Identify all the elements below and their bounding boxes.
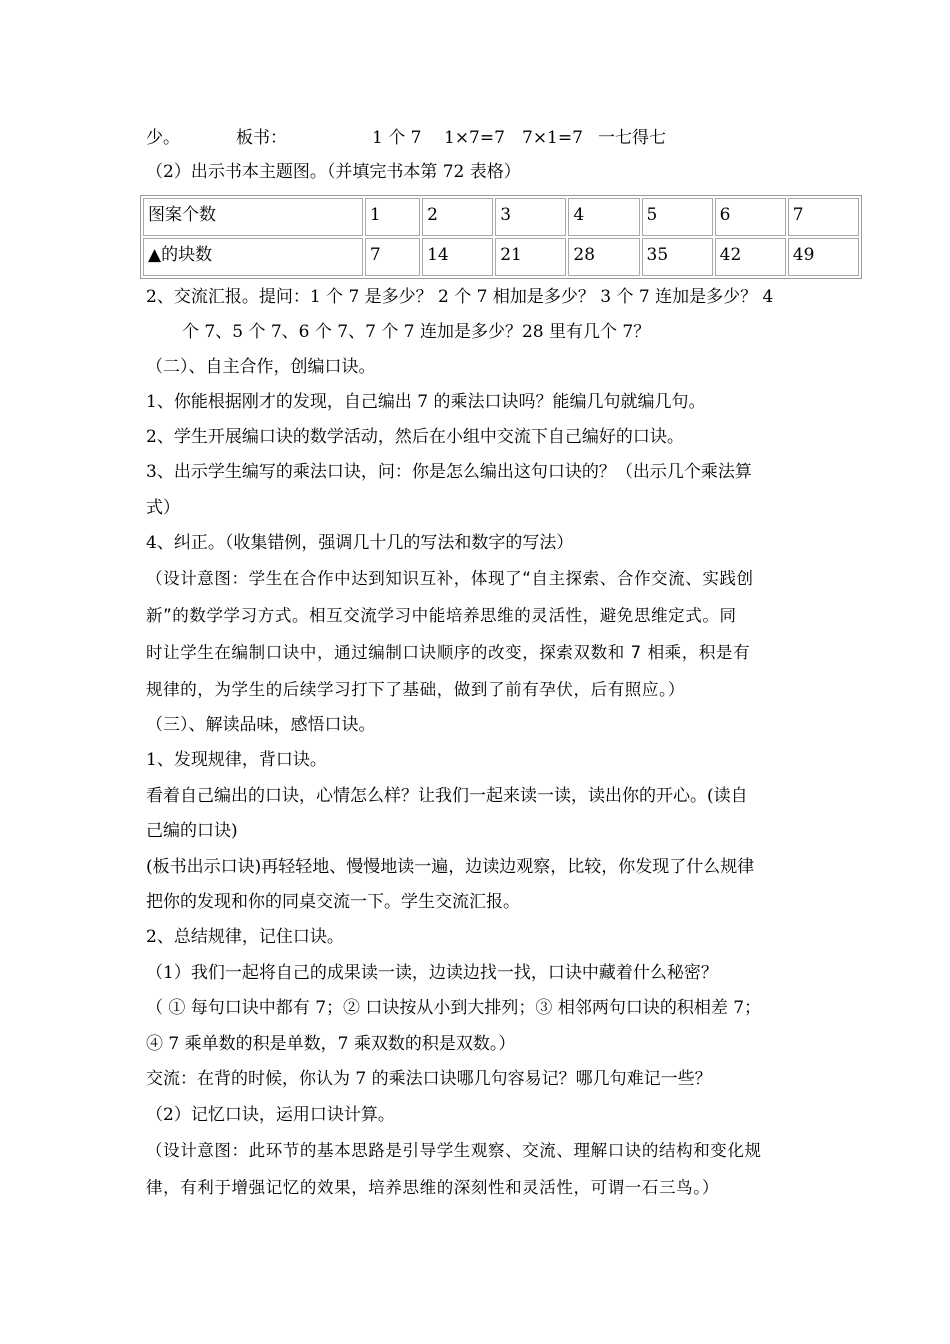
- board-item-4: 一七得七: [598, 128, 666, 148]
- table-cell: 2: [422, 198, 493, 236]
- table-cell: 7: [788, 198, 859, 236]
- design-intent-line: （设计意图：学生在合作中达到知识互补，体现了“自主探索、合作交流、实践创: [146, 569, 754, 588]
- paragraph-line: （ ① 每句口诀中都有 7；② 口诀按从小到大排列；③ 相邻两句口诀的积相差 7；: [146, 998, 762, 1018]
- paragraph-line: 己编的口诀): [146, 821, 238, 841]
- paragraph-line: 个 7、5 个 7、6 个 7、7 个 7 连加是多少？28 里有几个 7？: [182, 322, 651, 342]
- paragraph-line: 4、纠正。（收集错例，强调几十几的写法和数字的写法）: [146, 533, 574, 553]
- section-heading: （三）、解读品味，感悟口诀。: [146, 715, 376, 735]
- board-item-3: 7×1=7: [522, 128, 583, 148]
- text-start: 少。: [146, 128, 180, 148]
- paragraph-line: （2）记忆口诀，运用口诀计算。: [146, 1105, 395, 1125]
- table-cell: 49: [788, 238, 859, 276]
- board-item-1: 1 个 7: [372, 128, 422, 148]
- paragraph-line: 2、总结规律，记住口诀。: [146, 927, 344, 947]
- table-cell: 14: [422, 238, 493, 276]
- table-cell: ▲的块数: [143, 238, 363, 276]
- table-cell: 21: [495, 238, 566, 276]
- table-cell: 42: [715, 238, 786, 276]
- design-intent-line: 时让学生在编制口诀中，通过编制口诀顺序的改变，探索双数和 7 相乘，积是有: [146, 643, 751, 662]
- design-intent-line: 新”的数学学习方式。相互交流学习中能培养思维的灵活性，避免思维定式。同: [146, 606, 737, 625]
- design-intent-line: 规律的，为学生的后续学习打下了基础，做到了前有孕伏，后有照应。）: [146, 680, 685, 699]
- paragraph-line: 3、出示学生编写的乘法口诀，问：你是怎么编出这句口诀的？（出示几个乘法算: [146, 462, 752, 482]
- table-cell: 35: [642, 238, 713, 276]
- paragraph-line: (板书出示口诀)再轻轻地、慢慢地读一遍，边读边观察，比较，你发现了什么规律: [146, 857, 755, 877]
- paragraph-line: （2）出示书本主题图。（并填完书本第 72 表格）: [146, 162, 521, 182]
- board-label: 板书：: [236, 128, 287, 148]
- paragraph-line: 2、学生开展编口诀的数学活动，然后在小组中交流下自己编好的口诀。: [146, 427, 684, 447]
- design-intent-line: 律，有利于增强记忆的效果，培养思维的深刻性和灵活性，可谓一石三鸟。）: [146, 1178, 720, 1197]
- table-cell: 3: [495, 198, 566, 236]
- paragraph-line: 把你的发现和你的同桌交流一下。学生交流汇报。: [146, 892, 520, 912]
- design-intent-line: （设计意图：此环节的基本思路是引导学生观察、交流、理解口诀的结构和变化规: [146, 1141, 762, 1160]
- table-cell: 28: [568, 238, 639, 276]
- table-cell: 4: [568, 198, 639, 236]
- table-cell: 7: [365, 238, 420, 276]
- table-cell: 1: [365, 198, 420, 236]
- paragraph-line: 2、交流汇报。提问：1 个 7 是多少？ 2 个 7 相加是多少？ 3 个 7 连加是多少？ 4: [146, 287, 774, 307]
- table-row: [143, 198, 859, 236]
- table-cell: 5: [642, 198, 713, 236]
- paragraph-line: 1、发现规律，背口诀。: [146, 750, 327, 770]
- paragraph-line: 式）: [146, 498, 180, 518]
- paragraph-line: ④ 7 乘单数的积是单数，7 乘双数的积是双数。）: [146, 1034, 516, 1054]
- table-row: [143, 238, 859, 276]
- board-item-2: 1×7=7: [444, 128, 505, 148]
- paragraph-line: （1）我们一起将自己的成果读一读，边读边找一找，口诀中藏着什么秘密？: [146, 963, 718, 983]
- table-cell: 图案个数: [143, 198, 363, 236]
- paragraph-line: 1、你能根据刚才的发现，自己编出 7 的乘法口诀吗？能编几句就编几句。: [146, 392, 706, 412]
- data-table: [140, 195, 862, 279]
- paragraph-line: 交流：在背的时候，你认为 7 的乘法口诀哪几句容易记？哪几句难记一些？: [146, 1069, 712, 1089]
- table-cell: 6: [715, 198, 786, 236]
- paragraph-line: 看着自己编出的口诀，心情怎么样？让我们一起来读一读，读出你的开心。(读自: [146, 786, 748, 806]
- section-heading: （二）、自主合作，创编口诀。: [146, 357, 376, 377]
